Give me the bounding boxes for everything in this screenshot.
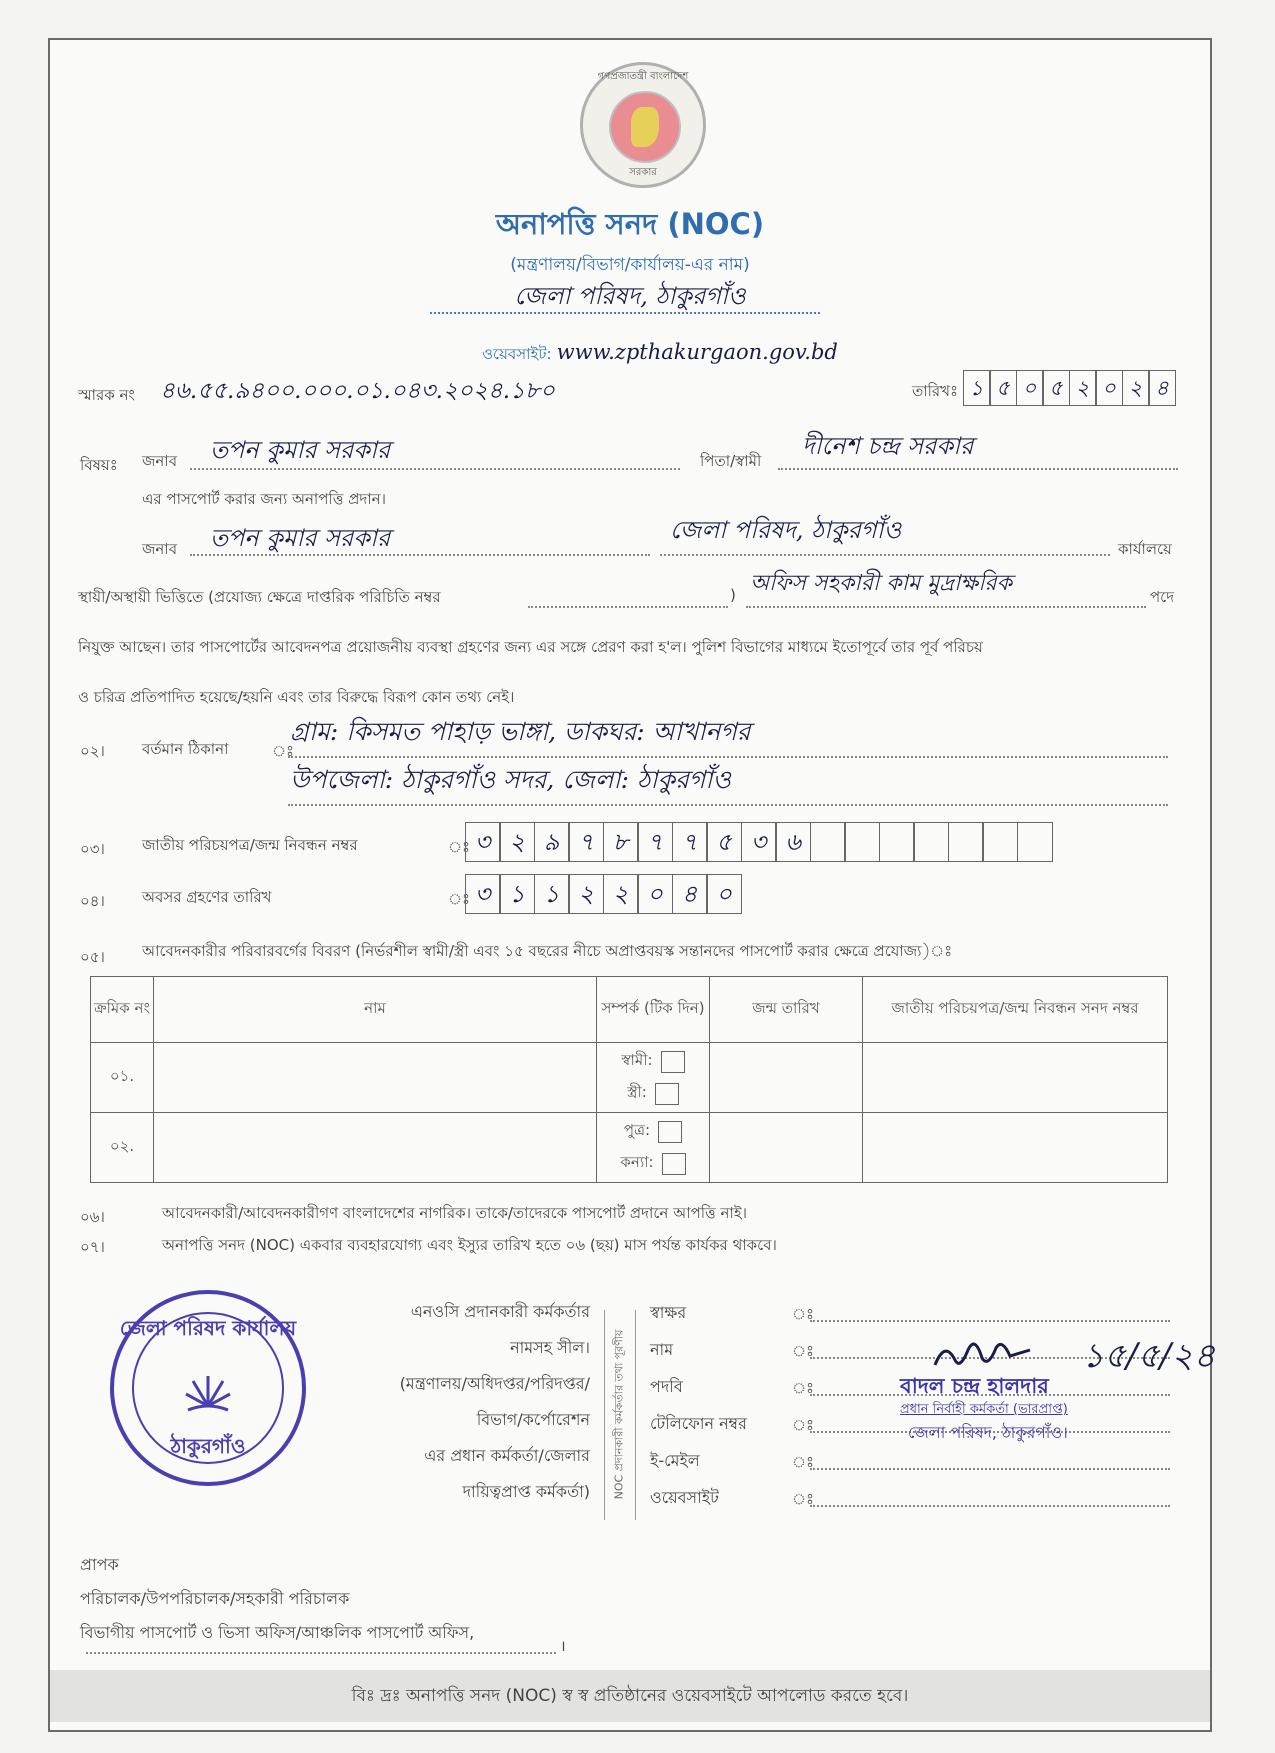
nid-digit: ৩ — [465, 822, 501, 862]
table-row — [91, 1043, 1168, 1113]
nid-digit: ৭ — [672, 822, 708, 862]
sig-desc-line: নামসহ সীল। — [510, 1338, 590, 1357]
date-boxes — [964, 370, 1176, 406]
checkbox[interactable] — [662, 1153, 686, 1175]
body-line-c: ও চরিত্র প্রতিপাদিত হয়েছে/হয়নি এবং তার বিরুদ্ধে বিরূপ কোন তথ্য নেই। — [78, 688, 515, 706]
body-name: তপন কুমার সরকার — [210, 524, 391, 552]
field-label-designation: পদবি — [650, 1377, 683, 1396]
retire-digit: ৪ — [672, 874, 708, 914]
row-no: ০২. — [91, 1113, 154, 1183]
sig-desc-line: এনওসি প্রদানকারী কর্মকর্তার — [410, 1302, 590, 1321]
item-05-label: আবেদনকারীর পরিবারবর্গের বিবরণ (নির্ভরশীল স্বামী/স্ত্রী এবং ১৫ বছরের নীচে অপ্রাপ্তবয়স্ক সন্তানদের পাসপোর্ট করার ক্ষেত্রে প্রযোজ্য)ঃ — [142, 942, 953, 960]
father-label: পিতা/স্বামী — [700, 452, 762, 470]
stamp-name: বাদল চন্দ্র হালদার — [900, 1374, 1049, 1398]
leaf-emblem-icon — [178, 1356, 238, 1416]
field-label-phone: টেলিফোন নম্বর — [650, 1414, 747, 1433]
nid-digit — [810, 822, 846, 862]
checkbox[interactable] — [658, 1121, 682, 1143]
note-06-no: ০৬। — [80, 1208, 105, 1226]
recipient-line1: পরিচালক/উপপরিচালক/সহকারী পরিচালক — [80, 1589, 350, 1608]
rel-label: স্ত্রী: — [627, 1083, 647, 1101]
father-name: দীনেশ চন্দ্র সরকার — [802, 432, 974, 460]
rel-label: কন্যা: — [620, 1153, 654, 1171]
emblem-bottom-text: সরকার — [629, 167, 657, 178]
date-digit: ৪ — [1148, 370, 1176, 406]
subject-mr-label: জনাব — [142, 452, 178, 470]
sig-desc-line: (মন্ত্রণালয়/অধিদপ্তর/পরিদপ্তর/ — [399, 1374, 590, 1393]
item-02-label: বর্তমান ঠিকানা — [142, 740, 229, 758]
nid-digit — [982, 822, 1018, 862]
retire-digit: ২ — [568, 874, 604, 914]
table-header: জন্ম তারিখ — [710, 977, 863, 1043]
checkbox[interactable] — [661, 1051, 685, 1073]
website-label: ওয়েবসাইট: — [482, 345, 552, 363]
item-02-no: ০২। — [80, 742, 105, 760]
noc-document: গণপ্রজাতন্ত্রী বাংলাদেশ সরকার অনাপত্তি সনদ (NOC) (মন্ত্রণালয়/বিভাগ/কার্যালয়-এর নাম) জেলা পরিষদ, ঠাকুরগাঁও ওয়েবসাইট: www.zpthakurgaon.gov.bd স্মারক নং ৪৬.৫৫.৯৪০০.০০০.০১.০৪৩.২০২৪.১৮০ তারিখঃ ১ ৫ ০ ৫ ২ ০ ২ ৪ বিষয়ঃ জনাব তপন কুমার সরকার পিতা/স্বামী দীনেশ চন্দ্র সরকার এর পাসপোর্ট করার জন্য অনাপত্তি প্রদান। জনাব তপন কুমার সরকার জেলা পরিষদ, ঠাকুরগাঁও কার্যালয়ে স্থায়ী/অস্থায়ী ভিত্তিতে (প্রযোজ্য ক্ষেত্রে দাপ্তরিক পরিচিতি নম্বর ) অফিস সহকারী কাম মুদ্রাক্ষরিক পদে নিযুক্ত আছেন। তার পাসপোর্টের আবেদনপত্র প্রয়োজনীয় ব্যবস্থা গ্রহণের জন্য এর সঙ্গে প্রেরণ করা হ'ল। পুলিশ বিভাগের মাধ্যমে ইতোপূর্বে তার পূর্ব পরিচয় ও চরিত্র প্রতিপাদিত হয়েছে/হয়নি এবং তার বিরুদ্ধে বিরূপ কোন তথ্য নেই। ০২। বর্তমান ঠিকানা ঃ গ্রাম: কিসমত পাহাড় ভাঙ্গা, ডাকঘর: আখানগর উপজেলা: ঠাকুরগাঁও সদর, জেলা: ঠাকুরগাঁও ০৩। জাতীয় পরিচয়পত্র/জন্ম নিবন্ধন নম্বর ঃ ৩ ২ ৯ ৭ ৮ ৭ ৭ ৫ ৩ ৬ ০৪। অবসর গ্রহণের তারিখ ঃ ৩ ১ ১ ২ ২ ০ ৪ ০ ০৫। আবেদনকারীর পরিবারবর্গের বিবরণ (নির্ভরশীল স্বামী/স্ত্রী এবং ১৫ বছরের নীচে অপ্রাপ্তবয়স্ক সন্তানদের পাসপোর্ট করার ক্ষেত্রে প্রযোজ্য)ঃ ক্রমিক নং নাম সম্পর্ক (টিক দিন) জন্ম তারিখ জাতীয় পরিচয়পত্র/জন্ম নিবন্ধন সনদ নম্বর ০১. স্বামী: স্ত্রী: ০২. পুত্র: কন্যা: ০৬। আবেদনকারী/আবেদনকারীগণ বাংলাদেশের নাগরিক। তাকে/তাদেরকে পাসপোর্ট প্রদানে আপত্তি নাই। ০৭। অনাপত্তি সনদ (NOC) একবার ব্যবহারযোগ্য এবং ইস্যুর তারিখ হতে ০৬ (ছয়) মাস পর্যন্ত কার্যকর থাকবে। জেলা পরিষদ কার্যালয় ঠাকুরগাঁও এনওসি প্রদানকারী কর্মকর্তার নামসহ সীল। (মন্ত্রণালয়/অধিদপ্তর/পরিদপ্তর/ বিভাগ/কর্পোরেশন এর প্রধান কর্মকর্তা/জেলার দায়িত্বপ্রাপ্ত কর্মকর্তা) NOC প্রদানকারী কর্মকর্তার তথ্য পূরণীয় স্বাক্ষর নাম পদবি টেলিফোন নম্বর ই-মেইল ওয়েবসাইট ঃ ঃ ঃ ঃ ঃ ঃ ১৫/৫/২৪ বাদল চন্দ্র হালদার প্রধান নির্বাহী কর্মকর্তা (ভারপ্রাপ্ত) জেলা পরিষদ, ঠাকুরগাঁও। প্রাপক পরিচালক/উপপরিচালক/সহকারী পরিচালক বিভাগীয় পাসপোর্ট ও ভিসা অফিস/আঞ্চলিক পাসপোর্ট অফিস, । বিঃ দ্রঃ অনাপত্তি সনদ (NOC) স্ব স্ব প্রতিষ্ঠানের ওয়েবসাইটে আপলোড করতে হবে। — [48, 38, 1212, 1732]
body-line-a: স্থায়ী/অস্থায়ী ভিত্তিতে (প্রযোজ্য ক্ষেত্রে দাপ্তরিক পরিচিতি নম্বর — [78, 588, 441, 606]
nid-digit — [913, 822, 949, 862]
sig-desc-line: এর প্রধান কর্মকর্তা/জেলার — [424, 1446, 590, 1465]
emblem-top-text: গণপ্রজাতন্ত্রী বাংলাদেশ — [597, 71, 689, 82]
nid-digit — [844, 822, 880, 862]
body-office: জেলা পরিষদ, ঠাকুরগাঁও — [670, 516, 902, 544]
retire-digit: ৩ — [465, 874, 501, 914]
item-04-no: ০৪। — [80, 892, 105, 910]
sig-desc-line: বিভাগ/কর্পোরেশন — [476, 1410, 590, 1429]
stamp-office: জেলা পরিষদ, ঠাকুরগাঁও। — [908, 1423, 1068, 1442]
nid-digit — [879, 822, 915, 862]
field-label-name: নাম — [650, 1340, 674, 1359]
subject-line2: এর পাসপোর্ট করার জন্য অনাপত্তি প্রদান। — [142, 490, 386, 508]
nid-digit: ৮ — [603, 822, 639, 862]
stamp-title: প্রধান নির্বাহী কর্মকর্তা (ভারপ্রাপ্ত) — [900, 1402, 1068, 1417]
designation: অফিস সহকারী কাম মুদ্রাক্ষরিক — [750, 571, 1013, 596]
memo-value: ৪৬.৫৫.৯৪০০.০০০.০১.০৪৩.২০২৪.১৮০ — [160, 378, 555, 404]
office-name: জেলা পরিষদ, ঠাকুরগাঁও — [514, 282, 746, 310]
table-header: সম্পর্ক (টিক দিন) — [597, 977, 710, 1043]
rel-label: স্বামী: — [621, 1051, 653, 1069]
nid-digit: ৭ — [637, 822, 673, 862]
retire-digit: ২ — [603, 874, 639, 914]
field-label-email: ই-মেইল — [650, 1451, 700, 1470]
item-03-label: জাতীয় পরিচয়পত্র/জন্ম নিবন্ধন নম্বর — [142, 836, 358, 854]
date-digit: ০ — [1016, 370, 1044, 406]
note-07-no: ০৭। — [80, 1238, 105, 1256]
note-07: অনাপত্তি সনদ (NOC) একবার ব্যবহারযোগ্য এবং ইস্যুর তারিখ হতে ০৬ (ছয়) মাস পর্যন্ত কার্যকর থাকবে। — [162, 1236, 777, 1254]
office-suffix: কার্যালয়ে — [1118, 540, 1172, 558]
body-mr-label: জনাব — [142, 540, 178, 558]
date-digit: ০ — [1095, 370, 1123, 406]
nid-digit: ৯ — [534, 822, 570, 862]
retire-date-boxes — [466, 874, 742, 914]
recipient-line2: বিভাগীয় পাসপোর্ট ও ভিসা অফিস/আঞ্চলিক পাসপোর্ট অফিস, — [80, 1623, 475, 1642]
footer-note: বিঃ দ্রঃ অনাপত্তি সনদ (NOC) স্ব স্ব প্রতিষ্ঠানের ওয়েবসাইটে আপলোড করতে হবে। — [50, 1670, 1210, 1722]
table-header: জাতীয় পরিচয়পত্র/জন্ম নিবন্ধন সনদ নম্বর — [863, 977, 1168, 1043]
nid-digit — [1017, 822, 1053, 862]
date-digit: ১ — [963, 370, 991, 406]
nid-boxes — [466, 822, 1053, 862]
page-title: অনাপত্তি সনদ (NOC) — [495, 207, 765, 241]
post-suffix: পদে — [1150, 588, 1175, 606]
subject-name: তপন কুমার সরকার — [210, 436, 391, 464]
rel-label: পুত্র: — [623, 1121, 651, 1139]
nid-digit: ৭ — [568, 822, 604, 862]
row-no: ০১. — [91, 1043, 154, 1113]
checkbox[interactable] — [655, 1083, 679, 1105]
website-value: www.zpthakurgaon.gov.bd — [556, 340, 838, 364]
family-table — [90, 976, 1168, 1183]
vertical-label: NOC প্রদানকারী কর্মকর্তার তথ্য পূরণীয় — [604, 1310, 636, 1520]
date-digit: ৫ — [1042, 370, 1070, 406]
retire-digit: ০ — [637, 874, 673, 914]
date-digit: ৫ — [989, 370, 1017, 406]
date-label: তারিখঃ — [912, 382, 958, 400]
sig-desc-line: দায়িত্বপ্রাপ্ত কর্মকর্তা) — [462, 1482, 590, 1501]
item-03-no: ০৩। — [80, 840, 105, 858]
nid-digit: ৬ — [775, 822, 811, 862]
subject-label: বিষয়ঃ — [80, 456, 118, 474]
body-line-b: নিযুক্ত আছেন। তার পাসপোর্টের আবেদনপত্র প্রয়োজনীয় ব্যবস্থা গ্রহণের জন্য এর সঙ্গে প্রেরণ করা হ'ল। পুলিশ বিভাগের মাধ্যমে ইতোপূর্বে তার পূর্ব পরিচয় — [78, 638, 983, 656]
item-04-label: অবসর গ্রহণের তারিখ — [142, 888, 272, 906]
date-digit: ২ — [1122, 370, 1150, 406]
seal-bottom-text: ঠাকুরগাঁও — [170, 1434, 246, 1458]
government-emblem — [580, 62, 706, 188]
nid-digit: ৩ — [741, 822, 777, 862]
bangladesh-map-icon — [631, 107, 659, 147]
note-06: আবেদনকারী/আবেদনকারীগণ বাংলাদেশের নাগরিক। তাকে/তাদেরকে পাসপোর্ট প্রদানে আপত্তি নাই। — [162, 1204, 748, 1222]
seal-top-text: জেলা পরিষদ কার্যালয় — [119, 1316, 297, 1340]
retire-digit: ০ — [706, 874, 742, 914]
nid-digit — [948, 822, 984, 862]
item-05-no: ০৫। — [80, 948, 105, 966]
signature-date: ১৫/৫/২৪ — [1082, 1336, 1216, 1376]
table-row — [91, 1113, 1168, 1183]
field-label-signature: স্বাক্ষর — [650, 1303, 687, 1322]
nid-digit: ২ — [499, 822, 535, 862]
retire-digit: ১ — [499, 874, 535, 914]
table-header: নাম — [154, 977, 597, 1043]
recipient-label: প্রাপক — [80, 1555, 119, 1574]
office-hint: (মন্ত্রণালয়/বিভাগ/কার্যালয়-এর নাম) — [510, 255, 750, 275]
address-line1: গ্রাম: কিসমত পাহাড় ভাঙ্গা, ডাকঘর: আখানগর — [290, 717, 751, 746]
table-header: ক্রমিক নং — [91, 977, 154, 1043]
address-line2: উপজেলা: ঠাকুরগাঁও সদর, জেলা: ঠাকুরগাঁও — [290, 765, 731, 794]
nid-digit: ৫ — [706, 822, 742, 862]
memo-label: স্মারক নং — [78, 386, 135, 404]
date-digit: ২ — [1069, 370, 1097, 406]
retire-digit: ১ — [534, 874, 570, 914]
office-seal — [110, 1290, 306, 1486]
field-label-website: ওয়েবসাইট — [650, 1488, 719, 1507]
